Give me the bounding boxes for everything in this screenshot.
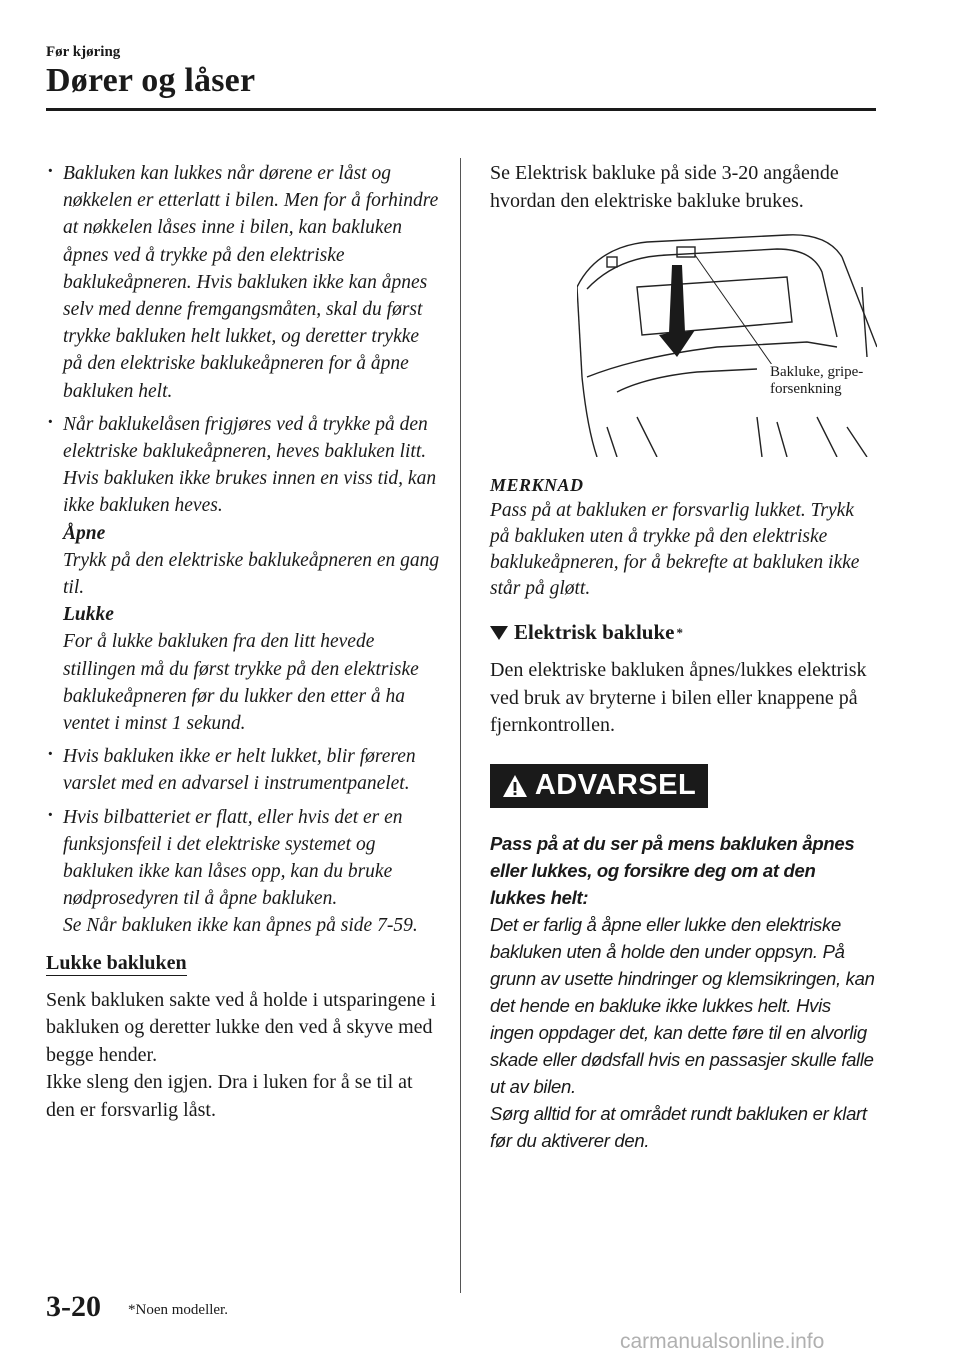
bullet-text: Hvis bilbatteriet er flatt, eller hvis det er en funksjonsfeil i det elektriske systemet og bakluken ikke kan låses opp, kan du bruke nødprosedyren til å åpne bakluken. [63,806,403,910]
bullet-item [46,804,441,940]
warning-text: Sørg alltid for at området rundt bakluken er klart før du aktiverer den. [490,1102,867,1151]
warning-badge: ADVARSEL [490,764,708,808]
open-heading: Åpne [63,522,106,544]
bullet-dot-icon: · [47,803,54,826]
page-reference[interactable]: Se Når bakluken ikke kan åpnes på side 7-59. [63,915,418,937]
bullet-text: Bakluken kan lukkes når dørene er låst og nøkkelen er etterlatt i bilen. Men for å forhindre at nøkkelen låses inne i bilen, kan bakluken åpnes ved å trykke på den elektriske baklukeåpneren. Hvis bakluken ikke kan åpnes selv med denne fremgangsmåten, skal du først trykke bakluken helt lukket, og deretter trykke på den elektriske baklukeåpneren for å åpne bakluken helt. [63,163,439,402]
page-number: 3-20 [46,1290,101,1323]
intro-reference: Se Elektrisk bakluke på side 3-20 angående hvordan den elektriske bakluke brukes. [490,162,839,212]
callout-leader-line [695,255,777,372]
bullet-dot-icon: · [47,160,54,182]
column-divider [460,158,461,1293]
section-label: Før kjøring [46,44,121,60]
bullet-dot-icon: · [47,743,54,766]
triangle-marker-icon [490,626,508,640]
warning-text: Det er farlig å åpne eller lukke den elektriske bakluken uten å holde den under oppsyn. På grunn av usette hindringer og klemsikringen, kan det hende en bakluke ikke lukkes helt. Hvis ingen oppdager det, kan dette føre til en alvorlig skade eller dødsfall hvis en passasjer skulle falle ut av bilen. [490,913,875,1097]
section-body: Den elektriske bakluken åpnes/lukkes elektrisk ved bruk av bryterne i bilen eller knappene på fjernkontrollen. [490,659,867,736]
note-title: MERKNAD [490,475,584,495]
bullet-item [46,411,441,737]
note-text: Pass på at bakluken er forsvarlig lukket. Trykk på bakluken uten å trykke på den elektriske baklukeåpneren, for å bekrefte at bakluken ikke står på gløtt. [490,500,860,599]
body-paragraph: Ikke sleng den igjen. Dra i luken for å se til at den er forsvarlig låst. [46,1071,413,1121]
warning-triangle-icon [502,774,528,798]
liftgate-drawing [577,227,877,457]
watermark: carmanualsonline.info [620,1330,825,1353]
close-text: For å lukke bakluken fra den litt hevede stillingen må du først trykke på den elektriske baklukeåpneren før du lukker den etter å ha ventet i minst 1 sekund. [63,631,419,735]
right-column [490,160,875,1154]
arrow-down-icon [659,265,695,357]
warning-heading: Pass på at du ser på mens bakluken åpnes eller lukkes, og forsikre deg om at den lukkes helt: [490,832,855,908]
subheading-lukke-bakluken: Lukke bakluken [46,951,187,974]
footnote: *Noen modeller. [128,1302,228,1318]
bullet-item [46,160,441,405]
bullet-text: Hvis bakluken ikke er helt lukket, blir føreren varslet med en advarsel i instrumentpanelet. [63,746,416,795]
left-column [46,160,441,1124]
open-text: Trykk på den elektriske baklukeåpneren en gang til. [63,549,440,599]
title-rule [46,108,876,111]
chapter-title: Dører og låser [46,62,256,99]
figure-callout: Bakluke, gripe- forsenkning [770,364,864,397]
close-heading: Lukke [63,604,114,626]
body-paragraph: Senk bakluken sakte ved å holde i utsparingene i bakluken og deretter lukke den ved å skyve med begge hender. [46,988,436,1066]
bullet-text: Når baklukelåsen frigjøres ved å trykke på den elektriske baklukeåpneren, heves bakluken litt. Hvis bakluken ikke brukes innen en viss tid, kan ikke bakluken heves. [63,413,437,517]
liftgate-illustration [577,227,877,457]
bullet-dot-icon: · [47,410,54,433]
bullet-item [46,743,441,797]
section-heading-electric-liftgate: Elektrisk bakluke * [490,620,875,645]
